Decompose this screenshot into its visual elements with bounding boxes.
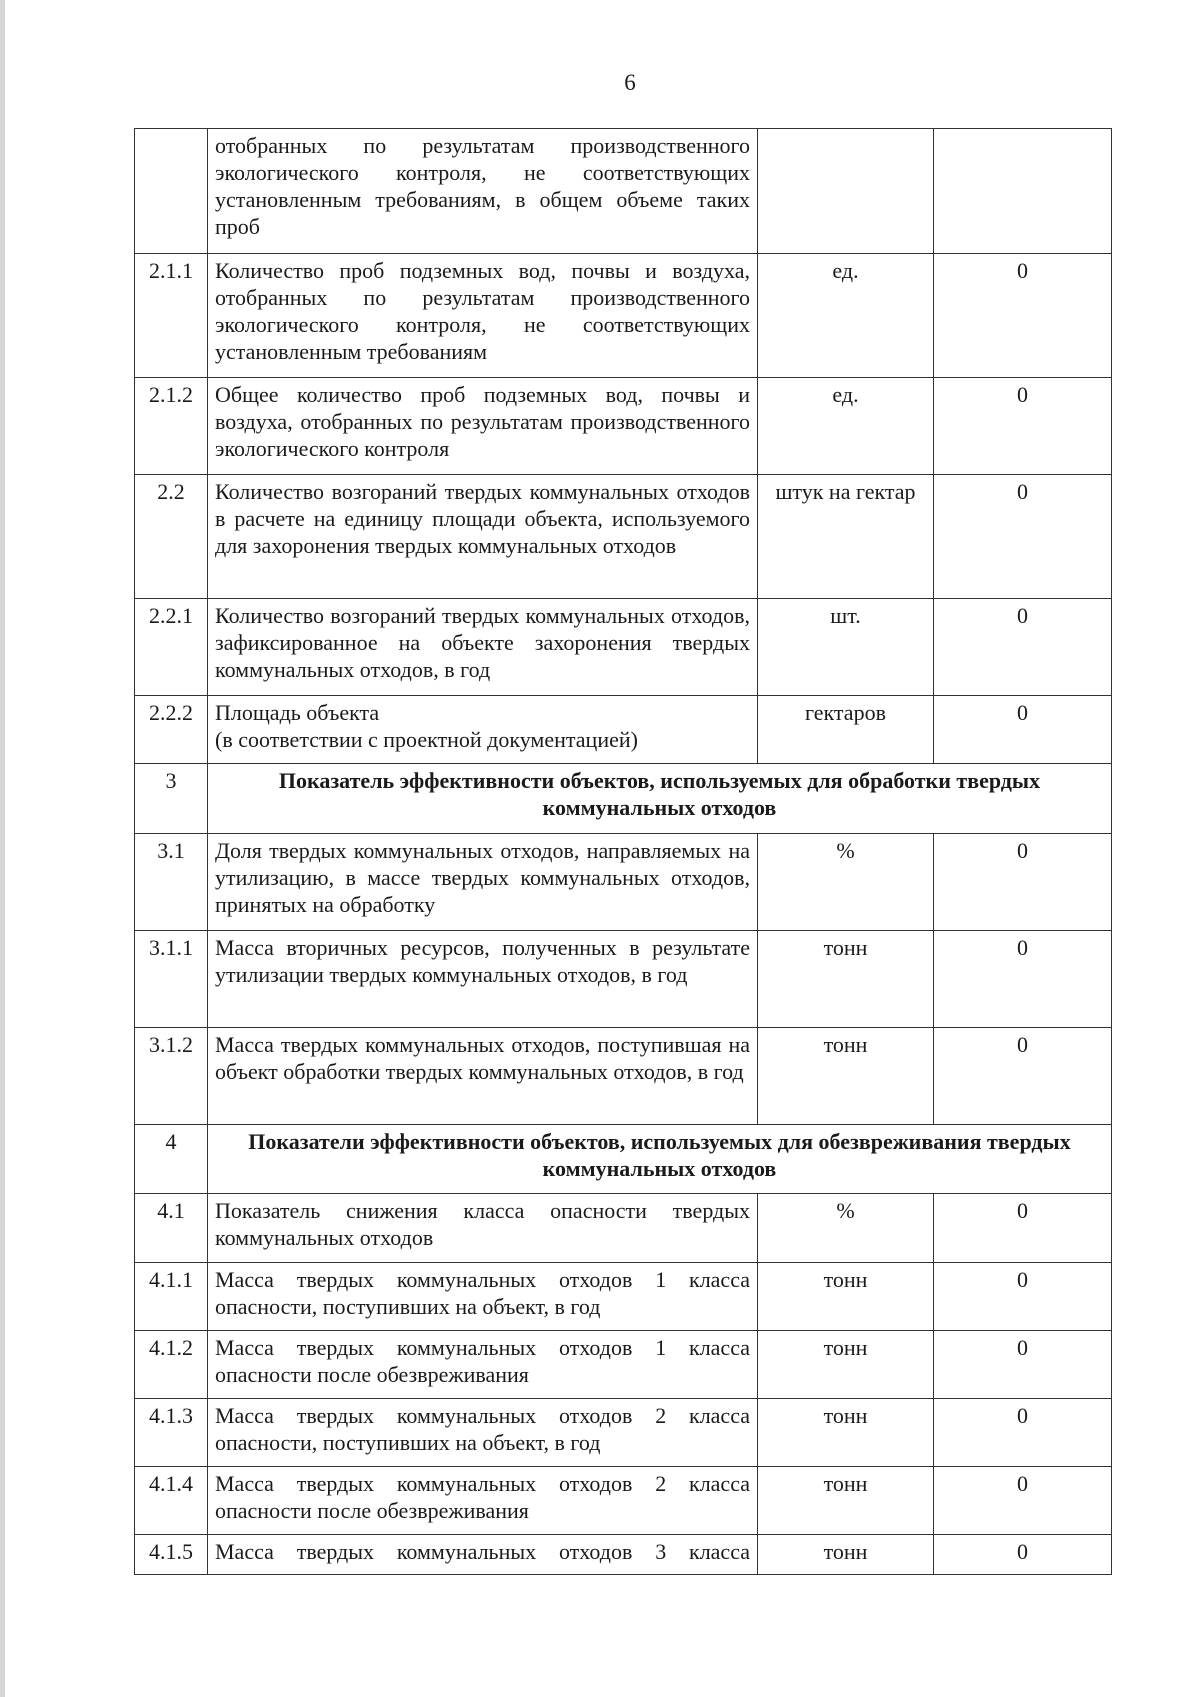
table-row xyxy=(135,834,1112,931)
table-row xyxy=(135,1467,1112,1535)
indicator-name: Площадь объекта (в соответствии с проектной документацией) xyxy=(208,696,758,764)
section-number: 3 xyxy=(135,764,208,834)
unit-cell: гектаров xyxy=(758,696,934,764)
row-number: 2.2 xyxy=(135,475,208,599)
row-number: 2.2.2 xyxy=(135,696,208,764)
row-number: 3.1.1 xyxy=(135,931,208,1028)
value-cell: 0 xyxy=(934,1399,1112,1467)
unit-cell xyxy=(758,129,934,254)
row-number: 3.1.2 xyxy=(135,1028,208,1125)
table-row xyxy=(135,1194,1112,1263)
row-number xyxy=(135,129,208,254)
value-cell: 0 xyxy=(934,1028,1112,1125)
indicator-name: Масса твердых коммунальных отходов 1 класса опасности после обезвреживания xyxy=(208,1331,758,1399)
row-number: 4.1 xyxy=(135,1194,208,1263)
row-number: 4.1.4 xyxy=(135,1467,208,1535)
value-cell xyxy=(934,129,1112,254)
value-cell: 0 xyxy=(934,834,1112,931)
unit-cell: тонн xyxy=(758,1263,934,1331)
value-cell: 0 xyxy=(934,1331,1112,1399)
indicator-name: Общее количество проб подземных вод, почвы и воздуха, отобранных по результатам производственного экологического контроля xyxy=(208,378,758,475)
unit-cell: штук на гектар xyxy=(758,475,934,599)
table-row xyxy=(135,129,1112,254)
row-number: 2.1.1 xyxy=(135,254,208,378)
unit-cell: тонн xyxy=(758,1399,934,1467)
table-row xyxy=(135,475,1112,599)
indicator-name: Количество возгораний твердых коммунальных отходов, зафиксированное на объекте захоронения твердых коммунальных отходов, в год xyxy=(208,599,758,696)
indicator-name: Количество проб подземных вод, почвы и воздуха, отобранных по результатам производственного экологического контроля, не соответствующих установленным требованиям xyxy=(208,254,758,378)
unit-cell: тонн xyxy=(758,1331,934,1399)
value-cell: 0 xyxy=(934,1263,1112,1331)
table-row xyxy=(135,696,1112,764)
section-number: 4 xyxy=(135,1125,208,1194)
indicator-name: Доля твердых коммунальных отходов, направляемых на утилизацию, в массе твердых коммунальных отходов, принятых на обработку xyxy=(208,834,758,931)
page-number: 6 xyxy=(624,70,636,95)
indicator-name: Масса твердых коммунальных отходов 2 класса опасности после обезвреживания xyxy=(208,1467,758,1535)
unit-cell: тонн xyxy=(758,1535,934,1575)
row-number: 2.2.1 xyxy=(135,599,208,696)
table-row xyxy=(135,931,1112,1028)
row-number: 4.1.2 xyxy=(135,1331,208,1399)
table-row xyxy=(135,1263,1112,1331)
table-row xyxy=(135,1331,1112,1399)
value-cell: 0 xyxy=(934,254,1112,378)
value-cell: 0 xyxy=(934,696,1112,764)
table-row xyxy=(135,1028,1112,1125)
table-row xyxy=(135,1535,1112,1575)
section-title: Показатель эффективности объектов, используемых для обработки твердых коммунальных отходов xyxy=(208,764,1112,834)
unit-cell: % xyxy=(758,1194,934,1263)
table-row xyxy=(135,254,1112,378)
table-row xyxy=(135,1399,1112,1467)
unit-cell: тонн xyxy=(758,931,934,1028)
indicators-table xyxy=(134,128,1112,1575)
unit-cell: ед. xyxy=(758,254,934,378)
indicator-name: Масса твердых коммунальных отходов 1 класса опасности, поступивших на объект, в год xyxy=(208,1263,758,1331)
unit-cell: шт. xyxy=(758,599,934,696)
indicator-name: Показатель снижения класса опасности твердых коммунальных отходов xyxy=(208,1194,758,1263)
row-number: 2.1.2 xyxy=(135,378,208,475)
row-number: 4.1.5 xyxy=(135,1535,208,1575)
unit-cell: ед. xyxy=(758,378,934,475)
section-title: Показатели эффективности объектов, используемых для обезвреживания твердых коммунальных отходов xyxy=(208,1125,1112,1194)
section-row xyxy=(135,1125,1112,1194)
value-cell: 0 xyxy=(934,599,1112,696)
value-cell: 0 xyxy=(934,1467,1112,1535)
section-row xyxy=(135,764,1112,834)
value-cell: 0 xyxy=(934,931,1112,1028)
indicator-name: Количество возгораний твердых коммунальных отходов в расчете на единицу площади объекта, используемого для захоронения твердых коммунальных отходов xyxy=(208,475,758,599)
row-number: 4.1.3 xyxy=(135,1399,208,1467)
indicator-name: Масса твердых коммунальных отходов 2 класса опасности, поступивших на объект, в год xyxy=(208,1399,758,1467)
row-number: 4.1.1 xyxy=(135,1263,208,1331)
value-cell: 0 xyxy=(934,378,1112,475)
scan-edge xyxy=(0,0,5,1697)
value-cell: 0 xyxy=(934,1194,1112,1263)
indicator-name: Масса твердых коммунальных отходов, поступившая на объект обработки твердых коммунальных отходов, в год xyxy=(208,1028,758,1125)
value-cell: 0 xyxy=(934,1535,1112,1575)
indicator-name: отобранных по результатам производственного экологического контроля, не соответствующих установленным требованиям, в общем объеме таких проб xyxy=(208,129,758,254)
row-number: 3.1 xyxy=(135,834,208,931)
indicator-name: Масса вторичных ресурсов, полученных в результате утилизации твердых коммунальных отходов, в год xyxy=(208,931,758,1028)
value-cell: 0 xyxy=(934,475,1112,599)
table-row xyxy=(135,378,1112,475)
table-row xyxy=(135,599,1112,696)
unit-cell: тонн xyxy=(758,1028,934,1125)
unit-cell: тонн xyxy=(758,1467,934,1535)
indicator-name: Масса твердых коммунальных отходов 3 класса xyxy=(208,1535,758,1575)
unit-cell: % xyxy=(758,834,934,931)
